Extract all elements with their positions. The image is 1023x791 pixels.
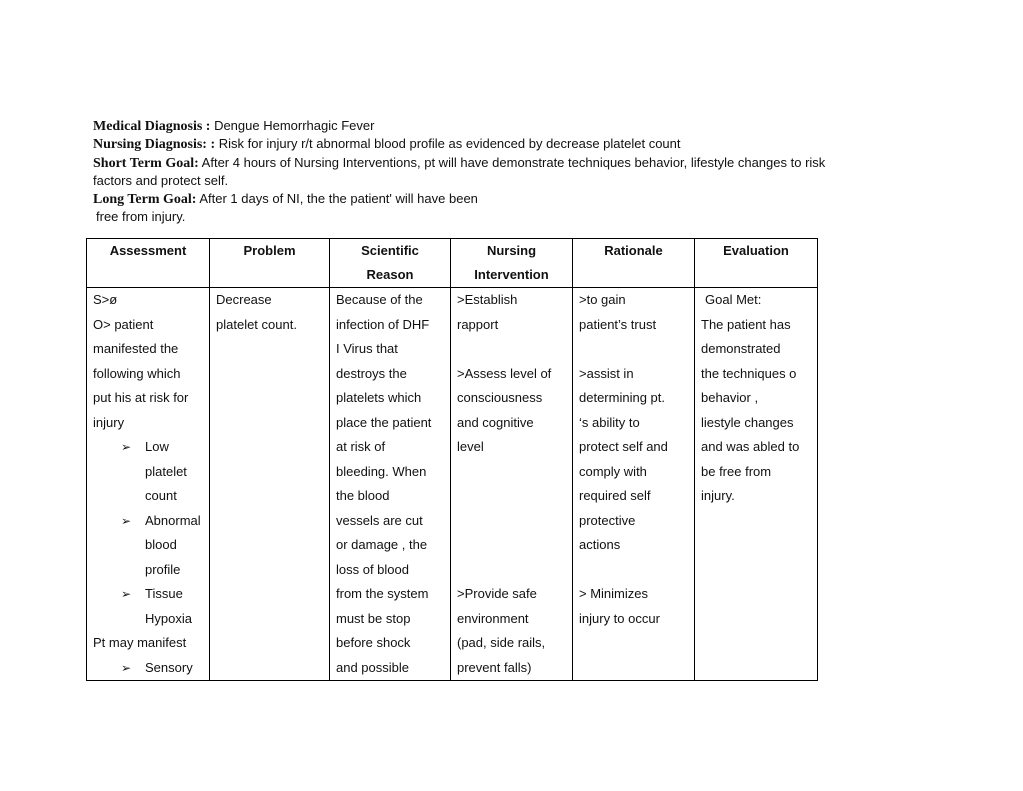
scientific-line: and possible	[336, 659, 409, 675]
assessment-cell	[87, 288, 210, 681]
assessment-line: put his at risk for	[93, 390, 189, 405]
nursing-line: rapport	[457, 316, 499, 332]
long-term-goal-value: After 1 days of NI, the the patient' will have been	[196, 190, 478, 206]
short-term-goal	[93, 154, 923, 172]
col-nursing-line2: Intervention	[474, 267, 549, 282]
col-rationale: Rationale	[573, 239, 695, 288]
col-nursing-line1: Nursing	[486, 243, 537, 258]
evaluation-line: and was abled to	[701, 439, 800, 454]
medical-diagnosis-value: Dengue Hemorrhagic Fever	[210, 118, 375, 133]
assessment-bullets-2	[93, 656, 209, 681]
table-header-row	[87, 239, 818, 288]
rationale-line: protect self and	[579, 439, 668, 454]
nursing-line: (pad, side rails,	[457, 635, 546, 650]
nursing-line: >Provide safe	[457, 586, 537, 601]
problem-line: platelet count.	[216, 316, 297, 332]
col-evaluation: Evaluation	[695, 239, 818, 288]
scientific-line: Because of the	[336, 292, 423, 307]
col-problem: Problem	[210, 239, 330, 288]
problem-line: Decrease	[216, 292, 272, 307]
medical-diagnosis	[93, 117, 923, 135]
rationale-line: protective	[579, 512, 636, 528]
assessment-line: injury	[93, 414, 125, 430]
short-term-goal-label: Short Term Goal:	[93, 155, 199, 171]
evaluation-line: The patient has	[701, 316, 791, 332]
arrow-bullet-icon: ➢	[121, 513, 132, 528]
scientific-line: must be stop	[336, 610, 411, 626]
scientific-line: from the system	[336, 586, 429, 601]
rationale-line: ‘s ability to	[579, 414, 640, 430]
col-assessment: Assessment	[87, 239, 210, 288]
assessment-line: Pt may manifest	[93, 635, 187, 650]
long-term-goal-label: Long Term Goal:	[93, 191, 197, 207]
scientific-line: before shock	[336, 635, 411, 650]
col-nursing-intervention	[451, 239, 573, 288]
rationale-cell	[573, 288, 695, 681]
table-row	[87, 288, 818, 681]
nursing-line: environment	[457, 610, 529, 626]
assessment-bullets	[93, 435, 209, 631]
evaluation-line: the techniques o	[701, 365, 797, 381]
scientific-line: place the patient	[336, 414, 432, 430]
scientific-line: the blood	[336, 488, 390, 503]
evaluation-line: demonstrated	[701, 341, 781, 356]
scientific-line: I Virus that	[336, 341, 398, 356]
rationale-line: patient’s trust	[579, 316, 657, 332]
rationale-line: > Minimizes	[579, 586, 648, 601]
nursing-line: >Establish	[457, 292, 518, 307]
arrow-bullet-icon: ➢	[121, 660, 132, 675]
evaluation-line: injury.	[701, 488, 735, 503]
scientific-reason-cell	[330, 288, 451, 681]
problem-cell	[210, 288, 330, 681]
arrow-bullet-icon: ➢	[121, 587, 132, 601]
evaluation-line: liestyle changes	[701, 414, 794, 430]
nursing-line: level	[457, 439, 484, 454]
evaluation-line: behavior ,	[701, 390, 759, 405]
rationale-line: >assist in	[579, 365, 634, 381]
rationale-line: injury to occur	[579, 610, 660, 626]
nursing-line: and cognitive	[457, 414, 534, 430]
nursing-diagnosis-label: Nursing Diagnosis: :	[93, 137, 216, 153]
short-term-goal-value: After 4 hours of Nursing Interventions, pt will have demonstrate techniques behavior, lifestyle changes to risk	[198, 154, 826, 170]
arrow-bullet-icon: ➢	[121, 440, 132, 454]
scientific-line: destroys the	[336, 365, 407, 381]
scientific-line: loss of blood	[336, 561, 409, 577]
long-term-goal	[93, 190, 923, 208]
nursing-diagnosis-value: Risk for injury r/t abnormal blood profile as evidenced by decrease platelet count	[215, 136, 681, 152]
long-term-goal-cont: free from injury.	[96, 209, 186, 225]
rationale-line: >to gain	[579, 292, 626, 307]
bullet-item: ➢ Tissue Hypoxia	[93, 582, 209, 631]
col-scientific-line2: Reason	[366, 267, 414, 282]
scientific-line: vessels are cut	[336, 512, 423, 528]
scientific-line: platelets which	[336, 390, 422, 405]
assessment-line: S>ø	[93, 292, 118, 307]
assessment-line: manifested the	[93, 341, 179, 356]
rationale-line: actions	[579, 537, 621, 552]
scientific-line: or damage , the	[336, 537, 428, 552]
nursing-line: consciousness	[457, 390, 543, 405]
evaluation-line: be free from	[701, 463, 772, 479]
evaluation-cell	[695, 288, 818, 681]
nursing-line: >Assess level of	[457, 365, 552, 381]
bullet-item: ➢ Low platelet count	[93, 435, 209, 509]
assessment-line: following which	[93, 365, 181, 381]
nursing-line: prevent falls)	[457, 659, 532, 675]
scientific-line: bleeding. When	[336, 463, 427, 479]
col-scientific-line1: Scientific	[361, 243, 419, 258]
diagnosis-header	[93, 117, 923, 225]
scientific-line: infection of DHF	[336, 316, 430, 332]
nursing-diagnosis	[93, 135, 923, 153]
nursing-intervention-cell	[451, 288, 573, 681]
rationale-line: determining pt.	[579, 390, 665, 405]
care-plan-table	[86, 238, 818, 681]
bullet-item: ➢ Sensory	[93, 656, 209, 681]
evaluation-title: Goal Met:	[705, 292, 762, 307]
assessment-line: O> patient	[93, 316, 154, 332]
col-scientific-reason	[330, 239, 451, 288]
short-term-goal-cont: factors and protect self.	[93, 173, 229, 189]
rationale-line: required self	[579, 488, 651, 503]
bullet-item: ➢ Abnormal blood profile	[93, 509, 209, 583]
medical-diagnosis-label: Medical Diagnosis :	[93, 119, 211, 134]
scientific-line: at risk of	[336, 439, 386, 454]
rationale-line: comply with	[579, 463, 647, 479]
